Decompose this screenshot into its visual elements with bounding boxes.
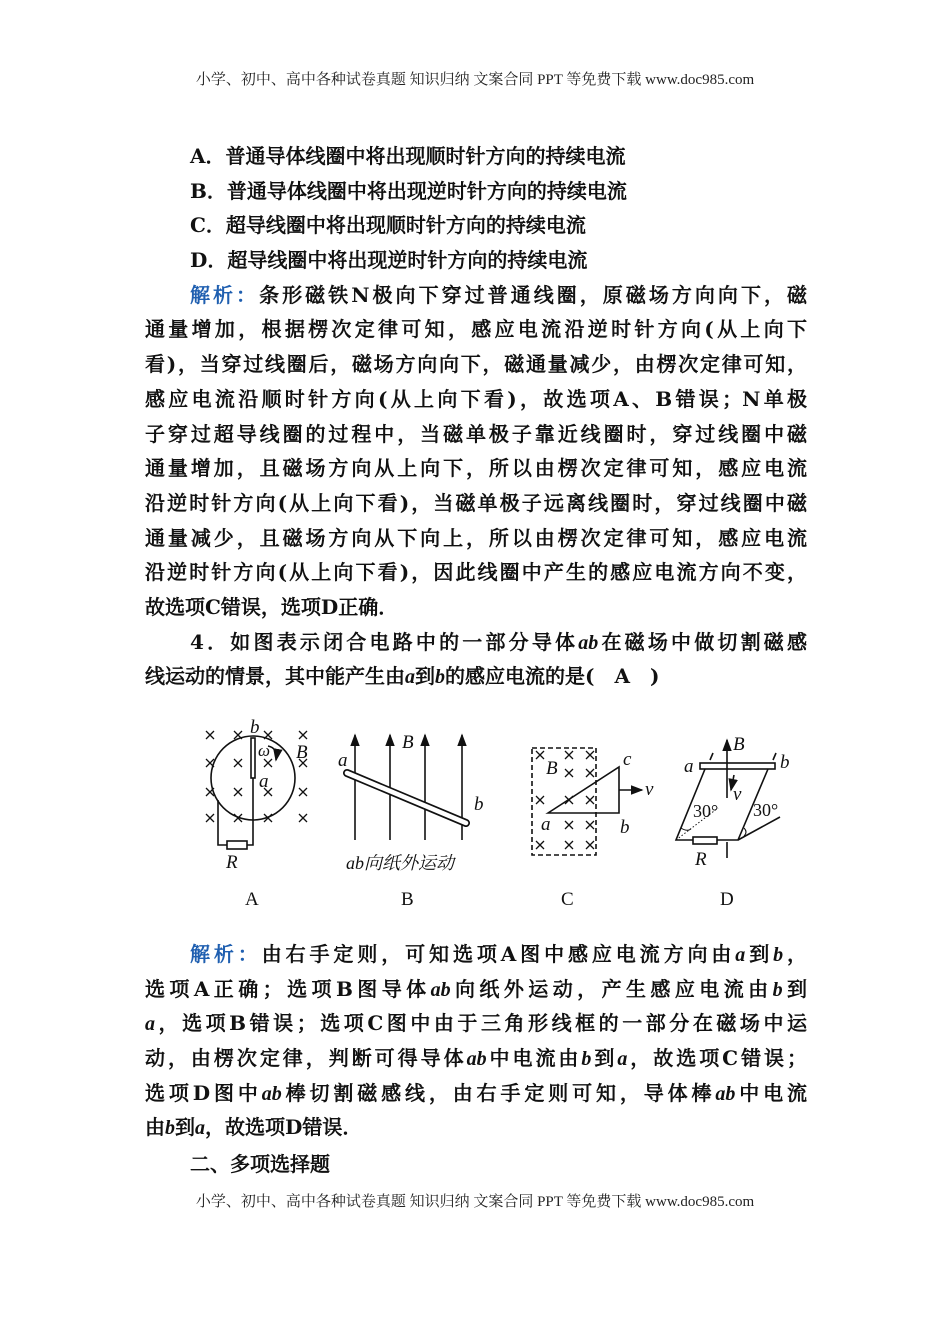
cross-mark bbox=[299, 814, 307, 822]
variable: ab bbox=[466, 1048, 487, 1071]
page-footer: 小学、初中、高中各种试卷真题 知识归纳 文案合同 PPT 等免费下载 www.doc985.com bbox=[195, 1194, 755, 1210]
label-B: B bbox=[546, 758, 558, 779]
label-R: R bbox=[226, 852, 238, 873]
caption-d: D bbox=[720, 889, 734, 910]
label-a: a bbox=[338, 750, 348, 771]
text-line: 解析：条形磁铁N极向下穿过普通线圈，原磁场方向向下，磁 bbox=[190, 282, 808, 307]
cross-mark bbox=[586, 841, 594, 849]
variable: b bbox=[165, 1117, 175, 1140]
label-R: R bbox=[695, 849, 707, 870]
text-line: 故选项C错误，选项D正确． bbox=[145, 594, 399, 619]
label-v: v bbox=[733, 784, 742, 805]
text-line: 选项D图中ab棒切割磁感线，由右手定则可知，导体棒ab中电流 bbox=[145, 1080, 808, 1105]
label-B: B bbox=[296, 742, 308, 763]
option-d: D．超导线圈中将出现逆时针方向的持续电流 bbox=[190, 248, 588, 273]
caption-b: B bbox=[401, 889, 414, 910]
page-header: 小学、初中、高中各种试卷真题 知识归纳 文案合同 PPT 等免费下载 www.doc985.com bbox=[195, 72, 755, 88]
variable: a bbox=[195, 1117, 205, 1140]
text-line: 选项A正确；选项B图导体ab向纸外运动，产生感应电流由b到 bbox=[145, 976, 808, 1001]
variable: b bbox=[581, 1048, 592, 1071]
text-line: 沿逆时针方向(从上向下看)，当磁单极子远离线圈时，穿过线圈中磁 bbox=[145, 490, 807, 515]
label-a: a bbox=[684, 756, 694, 777]
variable: a bbox=[617, 1048, 628, 1071]
text-line: 通量减少，且磁场方向从下向上，所以由楞次定律可知，感应电流 bbox=[145, 525, 807, 550]
text-line: 线运动的情景，其中能产生由a到b的感应电流的是( A ) bbox=[145, 664, 660, 689]
cross-mark bbox=[536, 796, 544, 804]
figure-a bbox=[206, 717, 308, 910]
cross-mark bbox=[565, 821, 573, 829]
cross-mark bbox=[586, 821, 594, 829]
text-line: 通量增加，且磁场方向从上向下，所以由楞次定律可知，感应电流 bbox=[145, 456, 807, 481]
conductor-rod bbox=[700, 763, 775, 769]
option-a: A．普通导体线圈中将出现顺时针方向的持续电流 bbox=[190, 144, 626, 168]
variable: a bbox=[735, 944, 746, 966]
variable: ab bbox=[715, 1082, 736, 1105]
cross-mark bbox=[536, 751, 544, 759]
variable: b bbox=[435, 666, 445, 689]
label-v: v bbox=[645, 779, 654, 800]
label-B: B bbox=[402, 732, 414, 753]
variable: b bbox=[772, 978, 783, 1001]
cross-mark bbox=[565, 841, 573, 849]
label-a: a bbox=[541, 814, 551, 835]
variable: ab bbox=[578, 631, 599, 654]
analysis-label: 解析： bbox=[190, 282, 260, 307]
cross-mark bbox=[586, 769, 594, 777]
caption-c: C bbox=[561, 889, 574, 910]
label-B: B bbox=[733, 734, 745, 755]
cross-mark bbox=[299, 788, 307, 796]
label-b: b bbox=[780, 752, 790, 773]
text-line: 解析：由右手定则，可知选项A图中感应电流方向由a到b， bbox=[190, 942, 808, 966]
variable: b bbox=[773, 944, 784, 966]
cross-mark bbox=[206, 814, 214, 822]
caption-a: A bbox=[245, 889, 259, 910]
resistor bbox=[693, 837, 717, 844]
text-line: 由b到a，故选项D错误． bbox=[145, 1115, 363, 1140]
label-b: b bbox=[250, 717, 260, 738]
cross-mark bbox=[234, 759, 242, 767]
text-line: 动，由楞次定律，判断可得导体ab中电流由b到a，故选项C错误； bbox=[145, 1046, 808, 1071]
cross-mark bbox=[536, 841, 544, 849]
text-line: 感应电流沿顺时针方向(从上向下看)，故选项A、B错误；N单极 bbox=[145, 386, 807, 411]
text-line: 看)，当穿过线圈后，磁场方向向下，磁通量减少，由楞次定律可知， bbox=[145, 352, 807, 377]
variable: ab bbox=[261, 1082, 282, 1105]
label-omega: ω bbox=[258, 741, 271, 760]
analysis-label: 解析： bbox=[190, 942, 262, 966]
label-a: a bbox=[259, 771, 269, 792]
resistor bbox=[227, 841, 247, 849]
variable: a bbox=[145, 1013, 155, 1036]
text-line: 通量增加，根据楞次定律可知，感应电流沿逆时针方向(从上向下 bbox=[145, 317, 807, 342]
triangle-loop bbox=[548, 767, 619, 813]
cross-mark bbox=[299, 731, 307, 739]
option-c: C．超导线圈中将出现顺时针方向的持续电流 bbox=[190, 213, 586, 238]
label-c: c bbox=[623, 749, 632, 770]
variable: ab bbox=[430, 978, 451, 1001]
text-line: 4．如图表示闭合电路中的一部分导体ab在磁场中做切割磁感 bbox=[190, 629, 808, 654]
text-line: 沿逆时针方向(从上向下看)，因此线圈中产生的感应电流方向不变， bbox=[145, 560, 807, 585]
label-angle-right: 30° bbox=[753, 800, 779, 820]
label-angle-left: 30° bbox=[693, 801, 719, 821]
figure-d bbox=[676, 734, 790, 910]
cross-mark bbox=[206, 731, 214, 739]
label-b: b bbox=[474, 794, 484, 815]
circuit-wire bbox=[218, 778, 253, 845]
cross-mark bbox=[264, 759, 272, 767]
cross-mark bbox=[586, 751, 594, 759]
option-b: B．普通导体线圈中将出现逆时针方向的持续电流 bbox=[190, 178, 627, 203]
label-b: b bbox=[620, 817, 630, 838]
rotating-rod bbox=[251, 738, 255, 778]
cross-mark bbox=[586, 796, 594, 804]
figure-c bbox=[532, 748, 654, 910]
figure-b bbox=[338, 732, 484, 910]
magnetic-field-crosses bbox=[206, 731, 307, 822]
label-motion-note: ab向纸外运动 bbox=[346, 853, 454, 873]
cross-mark bbox=[234, 788, 242, 796]
text-line: a，选项B错误；选项C图中由于三角形线框的一部分在磁场中运 bbox=[145, 1011, 807, 1036]
cross-mark bbox=[565, 769, 573, 777]
section-title: 二、多项选择题 bbox=[190, 1152, 330, 1177]
variable: a bbox=[405, 666, 415, 689]
cross-mark bbox=[565, 751, 573, 759]
text-line: 子穿过超导线圈的过程中，当磁单极子靠近线圈时，穿过线圈中磁 bbox=[145, 421, 807, 446]
